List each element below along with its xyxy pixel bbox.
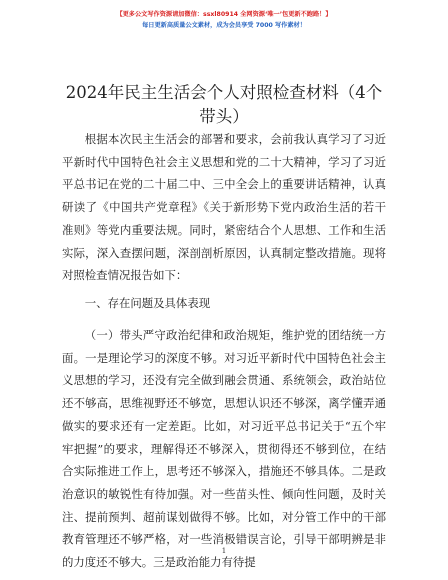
- promo-banner: [0, 9, 448, 31]
- promo-banner-line1: 【更多公文写作资源请加微信：ssxl80914 全网资源‘唯一’包更新不跑路！】: [116, 11, 332, 18]
- section-heading: 一、存在问题及具体表现: [84, 296, 211, 310]
- document-title: 2024年民主生活会个人对照检查材料（4个带头）: [65, 83, 383, 126]
- page-number: 1: [221, 547, 227, 555]
- body-paragraph: （一）带头严守政治纪律和政治规矩，维护党的团结统一方面。一是理论学习的深度不够。对习近平新时代中国特色社会主义思想的学习，还没有完全做到融会贯通、系统领会，政治站位还不够高，思维视野还不够宽，思想认识还不够深，离学懂弄通做实的要求还有一定差距。比如，对习近平总书记关于“五个牢牢把握”的要求，理解得还不够深入，贯彻得还不够到位，在结合实际推进工作上，思考还不够深入，措施还不够具体。二是政治意识的敏锐性有待加强。对一些苗头性、倾向性问题，及时关注、提前预判、超前谋划做得不够。比如，对分管工作中的干部教育管理还不够严格，对一些消极错误言论，引导干部明辨是非的力度还不够大。三是政治能力有待提: [62, 328, 386, 570]
- intro-paragraph: 根据本次民主生活会的部署和要求，会前我认真学习了习近平新时代中国特色社会主义思想和党的二十大精神，学习了习近平总书记在党的二十届二中、三中全会上的重要讲话精神，认真研读了《中国共产党章程》《关于新形势下党内政治生活的若干准则》等党内重要法规。同时，紧密结合个人思想、工作和生活实际，深入查摆问题，深剖剖析原因，认真制定整改措施。现将对照检查情况报告如下：: [62, 132, 386, 283]
- promo-banner-line2: 每日更新高质量公文素材，成为会员享受 7000 写作素材！: [142, 22, 306, 29]
